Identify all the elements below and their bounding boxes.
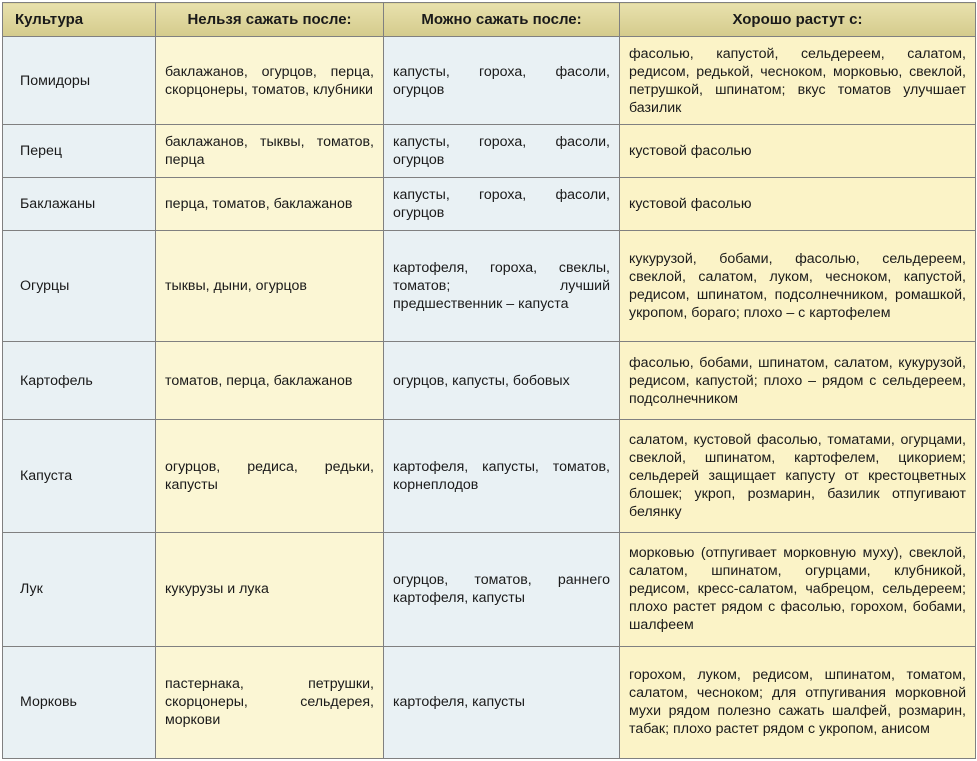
crop-name: Лук [3, 532, 156, 646]
good-predecessors: огурцов, капусты, бобовых [384, 342, 620, 420]
bad-predecessors: огурцов, редиса, редьки, капусты [156, 420, 384, 532]
crop-name: Картофель [3, 342, 156, 420]
crop-name: Помидоры [3, 37, 156, 125]
table-row [3, 125, 976, 178]
header-bad: Нельзя сажать после: [156, 3, 384, 37]
table-row [3, 420, 976, 532]
companion-plants: кукурузой, бобами, фасолью, сельдереем, свеклой, салатом, луком, чесноком, капустой, редисом, шпинатом, подсолнечником, ромашкой, укропом, бораго; плохо – с картофелем [620, 231, 976, 342]
table-row [3, 178, 976, 231]
bad-predecessors: баклажанов, тыквы, томатов, перца [156, 125, 384, 178]
header-crop: Культура [3, 3, 156, 37]
companion-plants: фасолью, бобами, шпинатом, салатом, кукурузой, редисом, капустой; плохо – рядом с сельдереем, подсолнечником [620, 342, 976, 420]
companion-plants: кустовой фасолью [620, 178, 976, 231]
table-body [3, 37, 976, 759]
good-predecessors: капусты, гороха, фасоли, огурцов [384, 178, 620, 231]
header-row [3, 3, 976, 37]
bad-predecessors: перца, томатов, баклажанов [156, 178, 384, 231]
header-companion: Хорошо растут с: [620, 3, 976, 37]
companion-plants: салатом, кустовой фасолью, томатами, огурцами, свеклой, шпинатом, картофелем, цикорием; сельдерей защищает капусту от крестоцветных блошек; укроп, розмарин, базилик отпугивают белянку [620, 420, 976, 532]
table-row [3, 37, 976, 125]
bad-predecessors: томатов, перца, баклажанов [156, 342, 384, 420]
crop-name: Баклажаны [3, 178, 156, 231]
good-predecessors: капусты, гороха, фасоли, огурцов [384, 125, 620, 178]
crop-rotation-table [2, 2, 976, 759]
good-predecessors: капусты, гороха, фасоли, огурцов [384, 37, 620, 125]
bad-predecessors: тыквы, дыни, огурцов [156, 231, 384, 342]
good-predecessors: картофеля, капусты [384, 646, 620, 758]
companion-plants: фасолью, капустой, сельдереем, салатом, редисом, редькой, чесноком, морковью, свеклой, петрушкой, шпинатом; вкус томатов улучшает базилик [620, 37, 976, 125]
good-predecessors: огурцов, томатов, раннего картофеля, капусты [384, 532, 620, 646]
header-good: Можно сажать после: [384, 3, 620, 37]
crop-name: Огурцы [3, 231, 156, 342]
bad-predecessors: пастернака, петрушки, скорцонеры, сельдерея, моркови [156, 646, 384, 758]
companion-plants: морковью (отпугивает морковную муху), свеклой, салатом, шпинатом, огурцами, клубникой, редисом, кресс-салатом, чабрецом, сельдереем; плохо растет рядом с фасолью, горохом, бобами, шалфеем [620, 532, 976, 646]
table-row [3, 646, 976, 758]
crop-name: Капуста [3, 420, 156, 532]
crop-name: Морковь [3, 646, 156, 758]
bad-predecessors: баклажанов, огурцов, перца, скорцонеры, томатов, клубники [156, 37, 384, 125]
table-row [3, 532, 976, 646]
companion-plants: горохом, луком, редисом, шпинатом, томатом, салатом, чесноком; для отпугивания морковной мухи рядом полезно сажать шалфей, розмарин, табак; плохо растет рядом с укропом, анисом [620, 646, 976, 758]
table-row [3, 342, 976, 420]
companion-plants: кустовой фасолью [620, 125, 976, 178]
good-predecessors: картофеля, гороха, свеклы, томатов; лучший предшественник – капуста [384, 231, 620, 342]
table-header [3, 3, 976, 37]
bad-predecessors: кукурузы и лука [156, 532, 384, 646]
good-predecessors: картофеля, капусты, томатов, корнеплодов [384, 420, 620, 532]
table-row [3, 231, 976, 342]
crop-name: Перец [3, 125, 156, 178]
